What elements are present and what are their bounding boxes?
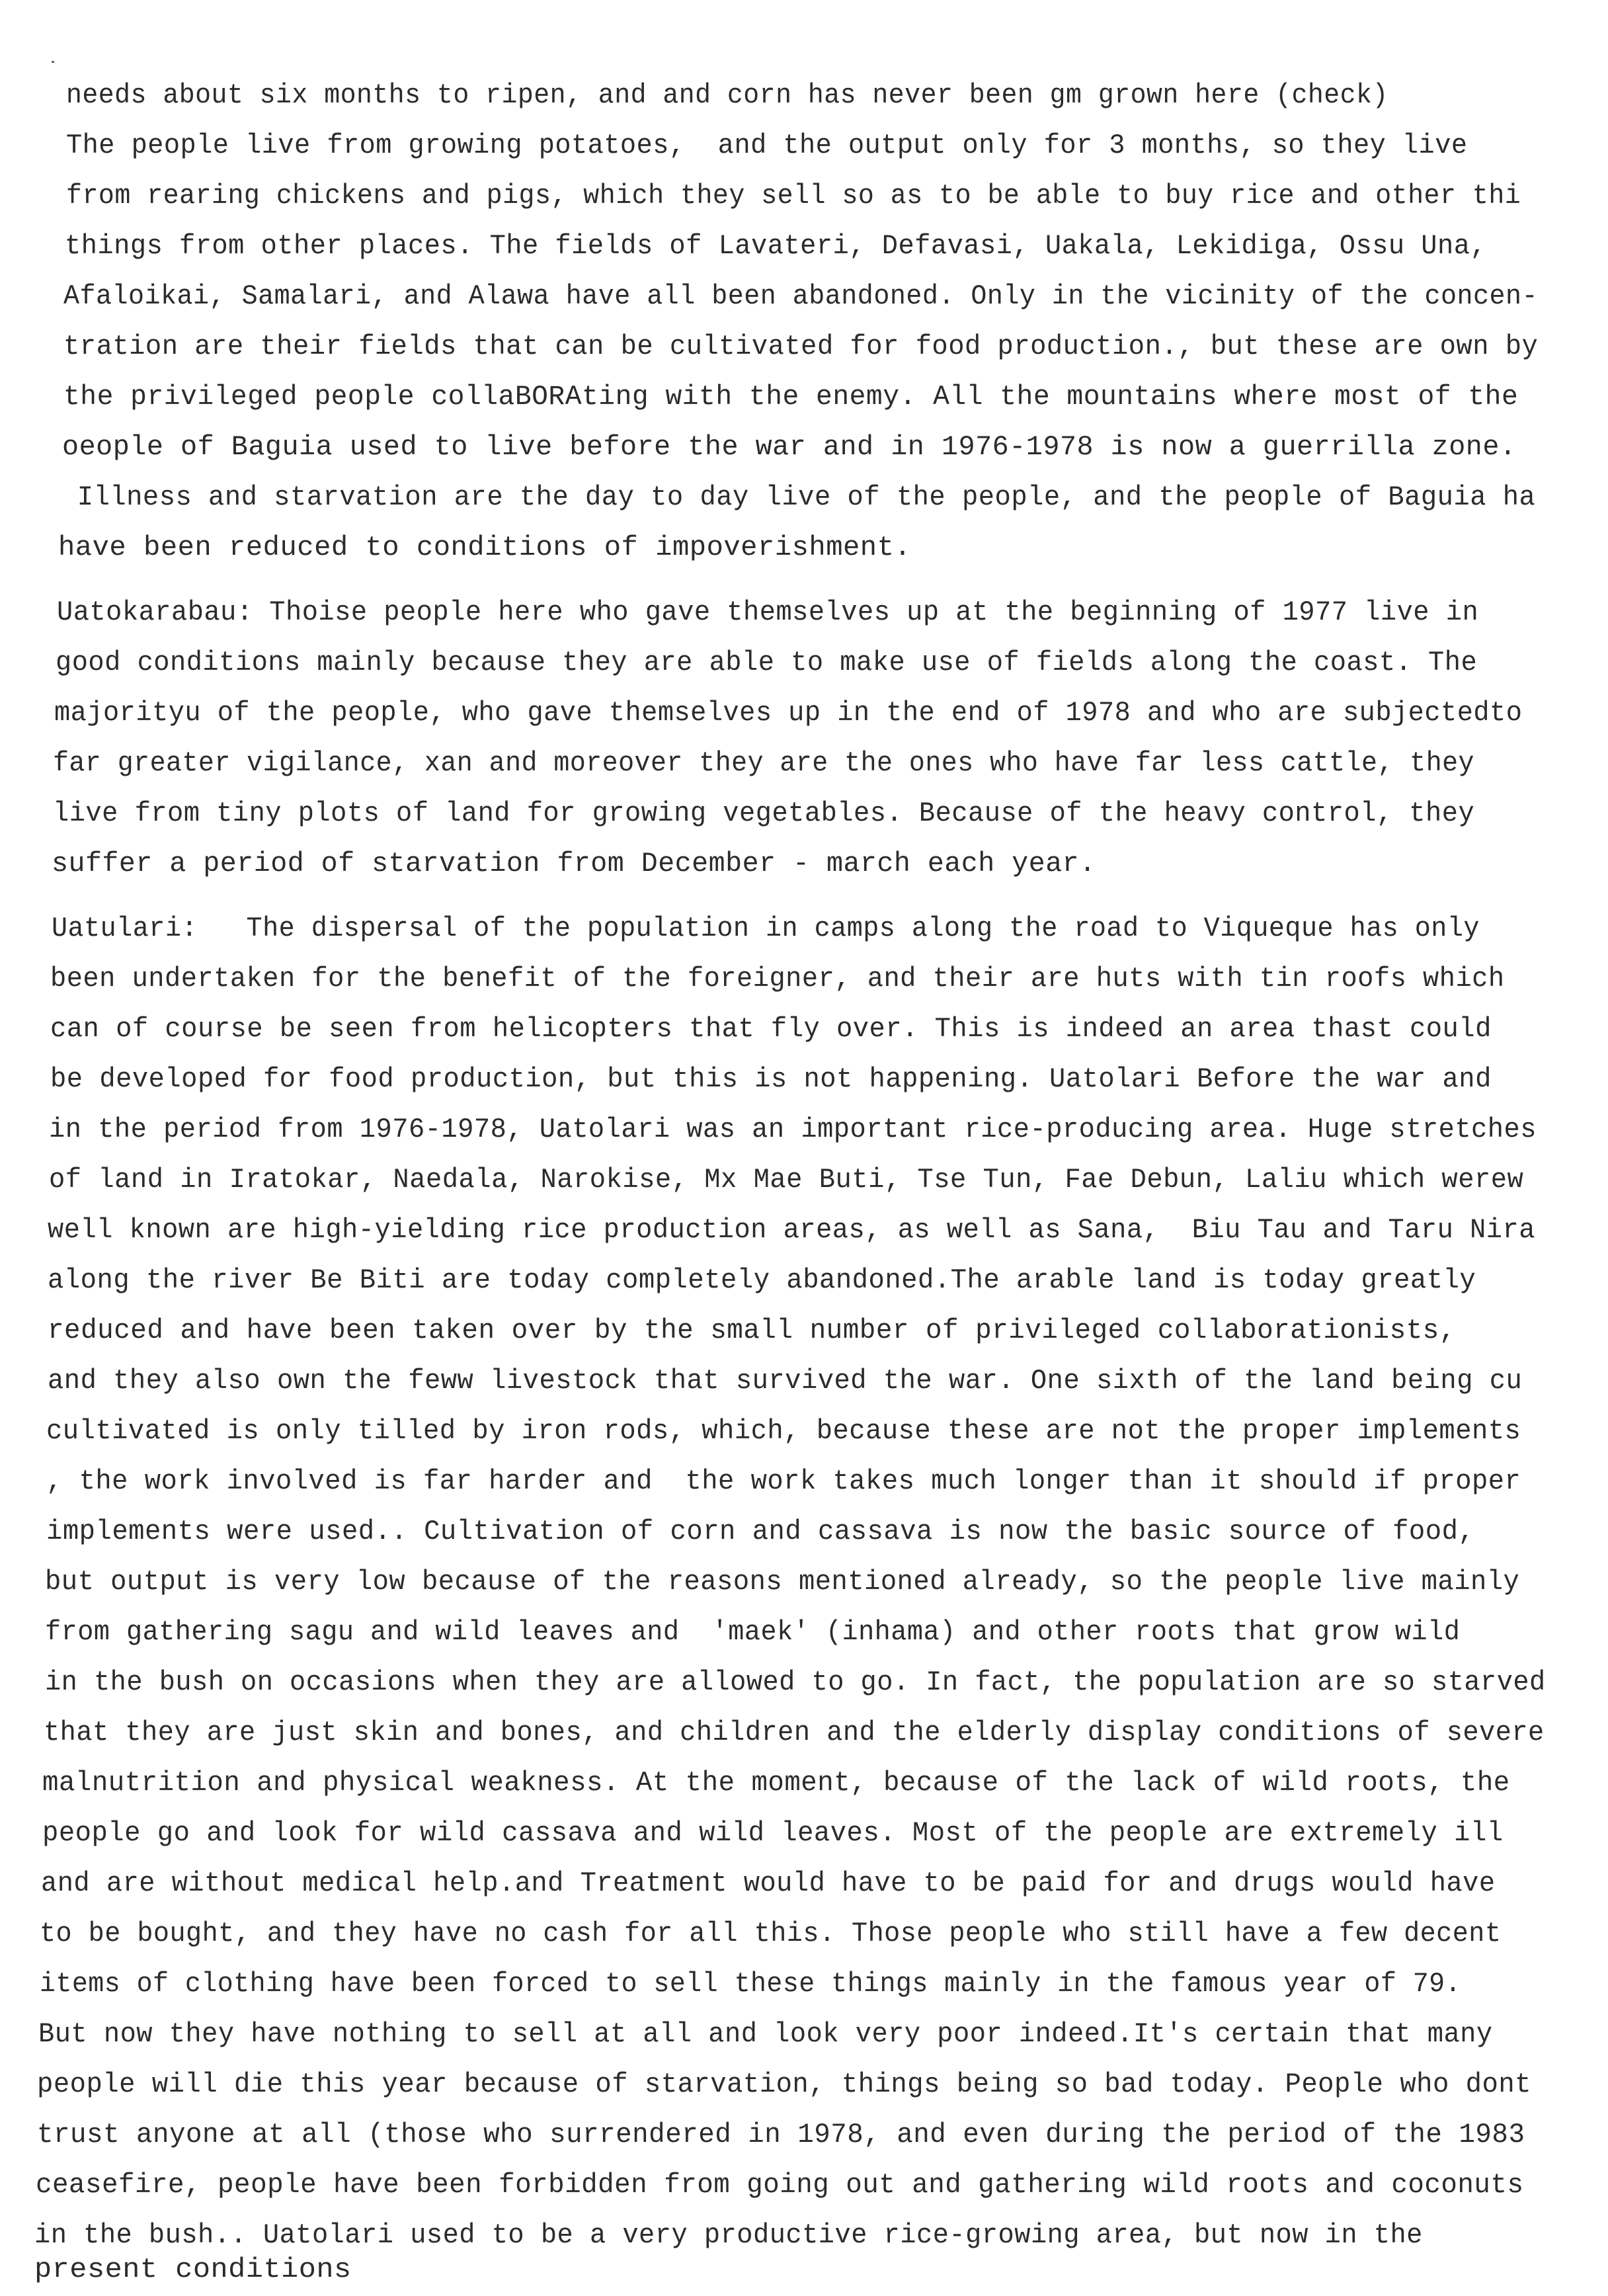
text-line: cultivated is only tilled by iron rods, which, because these are not the proper implements: [46, 1415, 1521, 1447]
text-line: but output is very low because of the reasons mentioned already, so the people live mainly: [45, 1566, 1520, 1598]
text-line: Illness and starvation are the day to day live of the people, and the people of Baguia ha: [61, 481, 1536, 513]
text-line: well known are high-yielding rice production areas, as well as Sana, Biu Tau and Taru Nira: [48, 1214, 1535, 1246]
text-line: needs about six months to ripen, and and corn has never been gm grown here (check): [66, 79, 1388, 111]
text-line: Afaloikai, Samalari, and Alawa have all been abandoned. Only in the vicinity of the concen-: [63, 280, 1539, 312]
text-line: trust anyone at all (those who surrendered in 1978, and even during the period of the 1983: [37, 2119, 1525, 2151]
text-line: The people live from growing potatoes, and the output only for 3 months, so they live: [66, 130, 1468, 161]
text-line: from rearing chickens and pigs, which they sell so as to be able to buy rice and other thi: [66, 180, 1521, 212]
text-line: But now they have nothing to sell at all and look very poor indeed.It's certain that many: [38, 2018, 1493, 2050]
text-line: far greater vigilance, xan and moreover they are the ones who have far less cattle, they: [53, 747, 1475, 779]
text-line: to be bought, and they have no cash for all this. Those people who still have a few decent: [40, 1918, 1502, 1949]
text-line: live from tiny plots of land for growing vegetables. Because of the heavy control, they: [53, 798, 1475, 829]
text-line: in the period from 1976-1978, Uatolari was an important rice-producing area. Huge stretches: [49, 1114, 1537, 1145]
text-line: majorityu of the people, who gave themselves up in the end of 1978 and who are subjectedto: [54, 697, 1523, 729]
text-line: people will die this year because of starvation, things being so bad today. People who dont: [37, 2069, 1532, 2100]
text-line: can of course be seen from helicopters that fly over. This is indeed an area thast could: [50, 1013, 1492, 1045]
text-line: tration are their fields that can be cultivated for food production., but these are own by: [63, 331, 1539, 362]
text-line: people go and look for wild cassava and wild leaves. Most of the people are extremely ill: [42, 1817, 1504, 1849]
text-line: Uatulari: The dispersal of the population in camps along the road to Viqueque has only: [52, 913, 1480, 944]
text-line: have been reduced to conditions of impoverishment.: [58, 532, 912, 563]
text-line: in the bush.. Uatolari used to be a very productive rice-growing area, but now in the: [34, 2219, 1423, 2251]
text-line: implements were used.. Cultivation of corn and cassava is now the basic source of food,: [46, 1516, 1475, 1547]
text-line: Uatokarabau: Thoise people here who gave themselves up at the beginning of 1977 live in: [57, 596, 1479, 628]
margin-speck: [52, 61, 54, 63]
text-line: from gathering sagu and wild leaves and 'maek' (inhama) and other roots that grow wild: [45, 1616, 1461, 1648]
text-line: malnutrition and physical weakness. At the moment, because of the lack of wild roots, the: [42, 1767, 1510, 1799]
text-line: present conditions: [34, 2254, 352, 2285]
text-line: and are without medical help.and Treatment would have to be paid for and drugs would have: [41, 1867, 1496, 1899]
text-line: ceasefire, people have been forbidden from going out and gathering wild roots and coconuts: [36, 2169, 1524, 2201]
text-line: suffer a period of starvation from December - march each year.: [52, 848, 1096, 880]
text-line: good conditions mainly because they are able to make use of fields along the coast. The: [56, 647, 1478, 678]
text-line: the privileged people collaBORAting with the enemy. All the mountains where most of the: [63, 381, 1519, 413]
text-line: of land in Iratokar, Naedala, Narokise, Mx Mae Buti, Tse Tun, Fae Debun, Laliu which werew: [49, 1164, 1524, 1196]
text-line: , the work involved is far harder and the work takes much longer than it should if proper: [46, 1465, 1521, 1497]
text-line: in the bush on occasions when they are allowed to go. In fact, the population are so starved: [45, 1666, 1546, 1698]
text-line: been undertaken for the benefit of the foreigner, and their are huts with tin roofs which: [50, 963, 1505, 995]
text-line: items of clothing have been forced to sell these things mainly in the famous year of 79.: [40, 1968, 1462, 2000]
text-line: oeople of Baguia used to live before the war and in 1976-1978 is now a guerrilla zone.: [62, 431, 1517, 463]
text-line: things from other places. The fields of Lavateri, Defavasi, Uakala, Lekidiga, Ossu Una,: [65, 230, 1487, 262]
text-line: that they are just skin and bones, and children and the elderly display conditions of severe: [44, 1717, 1545, 1748]
text-line: along the river Be Biti are today completely abandoned.The arable land is today greatly: [48, 1264, 1476, 1296]
text-line: and they also own the feww livestock that survived the war. One sixth of the land being cu: [48, 1365, 1523, 1397]
text-line: reduced and have been taken over by the small number of privileged collaborationists,: [48, 1315, 1456, 1346]
text-line: be developed for food production, but this is not happening. Uatolari Before the war and: [50, 1063, 1492, 1095]
